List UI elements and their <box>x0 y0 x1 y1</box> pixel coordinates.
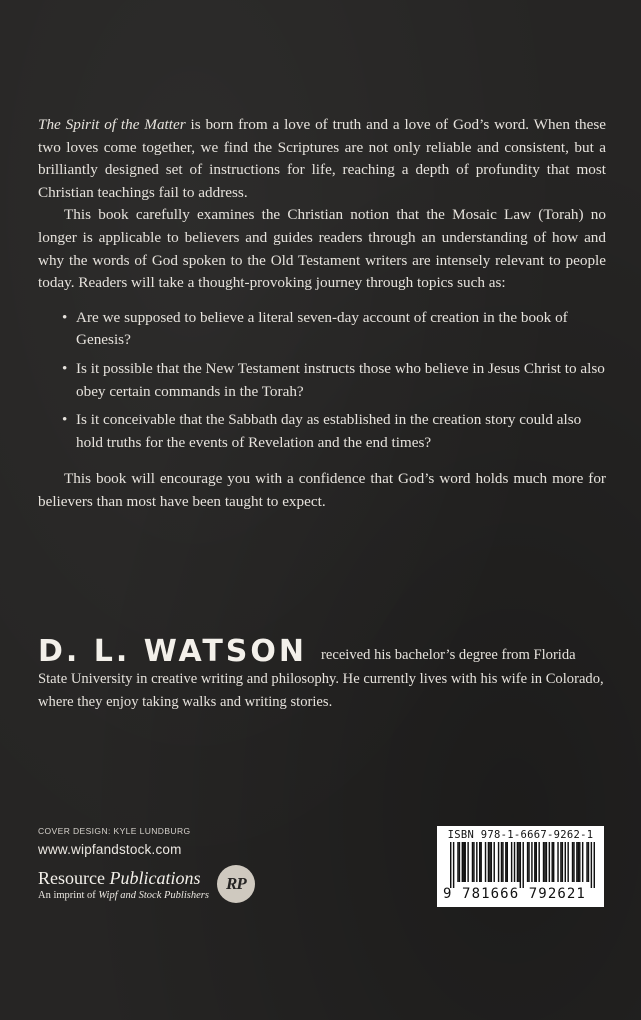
topic-item: • Are we supposed to believe a literal seven-day account of creation in the book of Genesis? <box>64 307 606 352</box>
cover-design-credit: COVER DESIGN: KYLE LUNDBURG <box>38 826 191 836</box>
intro-paragraph <box>38 114 606 204</box>
back-cover-blurb <box>38 114 606 514</box>
credits-block <box>38 826 255 903</box>
topic-item: • Is it conceivable that the Sabbath day as established in the creation story could also hold truths for the events of Revelation and the end times? <box>64 409 606 454</box>
rp-logo-icon: RP <box>217 865 255 903</box>
barcode-bars-icon <box>446 842 596 888</box>
topics-list <box>38 307 606 455</box>
book-title: The Spirit of the Matter <box>38 116 186 133</box>
isbn-label: ISBN 978-1-6667-9262-1 <box>447 829 594 841</box>
closing-paragraph: This book will encourage you with a confidence that God’s word holds much more for believers than most have been taught to expect. <box>38 470 606 510</box>
publisher-website-link[interactable]: www.wipfandstock.com <box>38 842 182 857</box>
author-bio <box>38 634 606 715</box>
author-name: D. L. WATSON <box>38 634 308 669</box>
intro-text: is born from a love of truth and a love of God’s word. When these two loves come together, we find the Scriptures are not only reliable and consistent, but a brilliantly designed set of instructions for life, reaching a depth of profundity that most Christian teachings fail to address. <box>38 116 606 201</box>
isbn-barcode <box>437 826 604 907</box>
publisher-block <box>38 865 255 903</box>
ean-digits: 9 781666 792621 <box>443 886 586 902</box>
author-bio-text: received his bachelor’s degree from Florida State University in creative writing and philosophy. He currently lives with his wife in Colorado, where they enjoy taking walks and writing stories. <box>38 647 604 710</box>
topic-item: • Is it possible that the New Testament instructs those who believe in Jesus Christ to also obey certain commands in the Torah? <box>64 358 606 403</box>
publisher-imprint: An imprint of Wipf and Stock Publishers <box>38 889 209 901</box>
publisher-name: Resource Publications <box>38 867 201 888</box>
description-paragraph: This book carefully examines the Christian notion that the Mosaic Law (Torah) no longer is applicable to believers and guides readers through an understanding of how and why the words of God spoken to the Old Testament writers are intensely relevant to people today. Readers will take a thought-provoking journey through topics such as: <box>38 206 606 292</box>
